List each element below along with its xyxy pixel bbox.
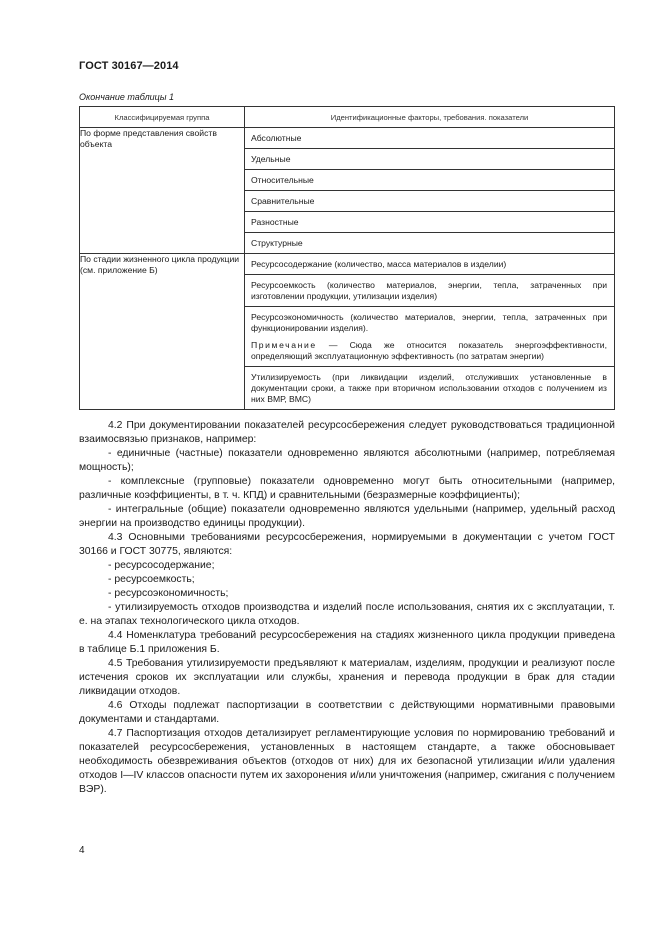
table-item: Ресурсосодержание (количество, масса материалов в изделии): [245, 254, 614, 275]
table-item: Относительные: [245, 170, 614, 191]
table-item: Удельные: [245, 149, 614, 170]
list-item: - ресурсоемкость;: [108, 574, 195, 585]
items-cell: [245, 128, 615, 254]
paragraph-4-3: 4.3 Основными требованиями ресурсосбережения, нормируемыми в документации с учетом ГОСТ 30166 и ГОСТ 30775, являются:: [79, 532, 615, 557]
list-item: - комплексные (групповые) показатели одновременно могут быть относительными (например, различные коэффициенты, в т. ч. КПД) и сравнительными (безразмерные коэффициенты);: [79, 476, 615, 501]
paragraph-4-5: 4.5 Требования утилизируемости предъявляют к материалам, изделиям, продукции и реализуют после истечения сроков их эксплуатации или службы, хранения и перевода продукции в брак для стадии ликвидации отходов.: [79, 658, 615, 697]
table-item: Сравнительные: [245, 191, 614, 212]
table-header-row: [80, 107, 615, 128]
items-cell: [245, 254, 615, 410]
paragraph-4-2: 4.2 При документировании показателей ресурсосбережения следует руководствоваться традиционной взаимосвязью признаков, например:: [79, 420, 615, 445]
document-header: ГОСТ 30167—2014: [79, 60, 179, 72]
table-item: Разностные: [245, 212, 614, 233]
note-text: — Сюда же относится показатель энергоэффективности, определяющий эксплуатационную эффективность (по затратам энергии): [251, 340, 607, 361]
table-caption: Окончание таблицы 1: [79, 92, 174, 102]
table-item: Ресурсоэкономичность (количество материалов, энергии, тепла, затраченных при функционировании изделия).: [251, 312, 607, 333]
list-item: - ресурсоэкономичность;: [108, 588, 229, 599]
classification-table: [79, 106, 615, 410]
table-item: Ресурсоемкость (количество материалов, энергии, тепла, затраченных при изготовлении продукции, утилизации изделия): [245, 275, 614, 307]
column-header-group: Классифицируемая группа: [80, 107, 245, 128]
table-item: Структурные: [251, 238, 303, 248]
table-item: Утилизируемость (при ликвидации изделий, отслуживших установленные в документации сроки, а также при вторичном использовании отходов с получением из них ВМР, ВМС): [251, 372, 607, 404]
table-item-with-note: [245, 307, 614, 367]
note-prefix: Примечание: [251, 340, 317, 350]
list-item: - единичные (частные) показатели одновременно являются абсолютными (например, потребляемая мощность);: [79, 448, 615, 473]
list-item: - ресурсосодержание;: [108, 560, 215, 571]
group-name-cell: По стадии жизненного цикла продукции (см. приложение Б): [80, 254, 245, 410]
table-row: [80, 128, 615, 254]
table-note: [251, 340, 607, 362]
table-row: [80, 254, 615, 410]
page-number: 4: [79, 845, 85, 856]
list-item: - интегральные (общие) показатели одновременно являются удельными (например, удельный расход энергии на производство единицы продукции).: [79, 504, 615, 529]
paragraph-4-7: 4.7 Паспортизация отходов детализирует регламентирующие условия по нормированию требований и показателей ресурсосбережения, установленных в настоящем стандарте, а также обосновывает необходимость обезвреживания объектов (отходов от них) для их безопасной утилизации и/или удаления отходов I—IV классов опасности путем их захоронения и/или уничтожения (например, сжигания с получением ВЭР).: [79, 728, 615, 795]
column-header-factors: Идентификационные факторы, требования. показатели: [245, 107, 615, 128]
table-item: Абсолютные: [245, 128, 614, 149]
group-name-cell: По форме представления свойств объекта: [80, 128, 245, 254]
body-text: [79, 419, 615, 797]
paragraph-4-6: 4.6 Отходы подлежат паспортизации в соответствии с действующими нормативными правовыми документами и стандартами.: [79, 700, 615, 725]
list-item: - утилизируемость отходов производства и изделий после использования, снятия их с эксплуатации, т. е. на этапах технологического цикла отходов.: [79, 602, 615, 627]
paragraph-4-4: 4.4 Номенклатура требований ресурсосбережения на стадиях жизненного цикла продукции приведена в таблице Б.1 приложения Б.: [79, 630, 615, 655]
